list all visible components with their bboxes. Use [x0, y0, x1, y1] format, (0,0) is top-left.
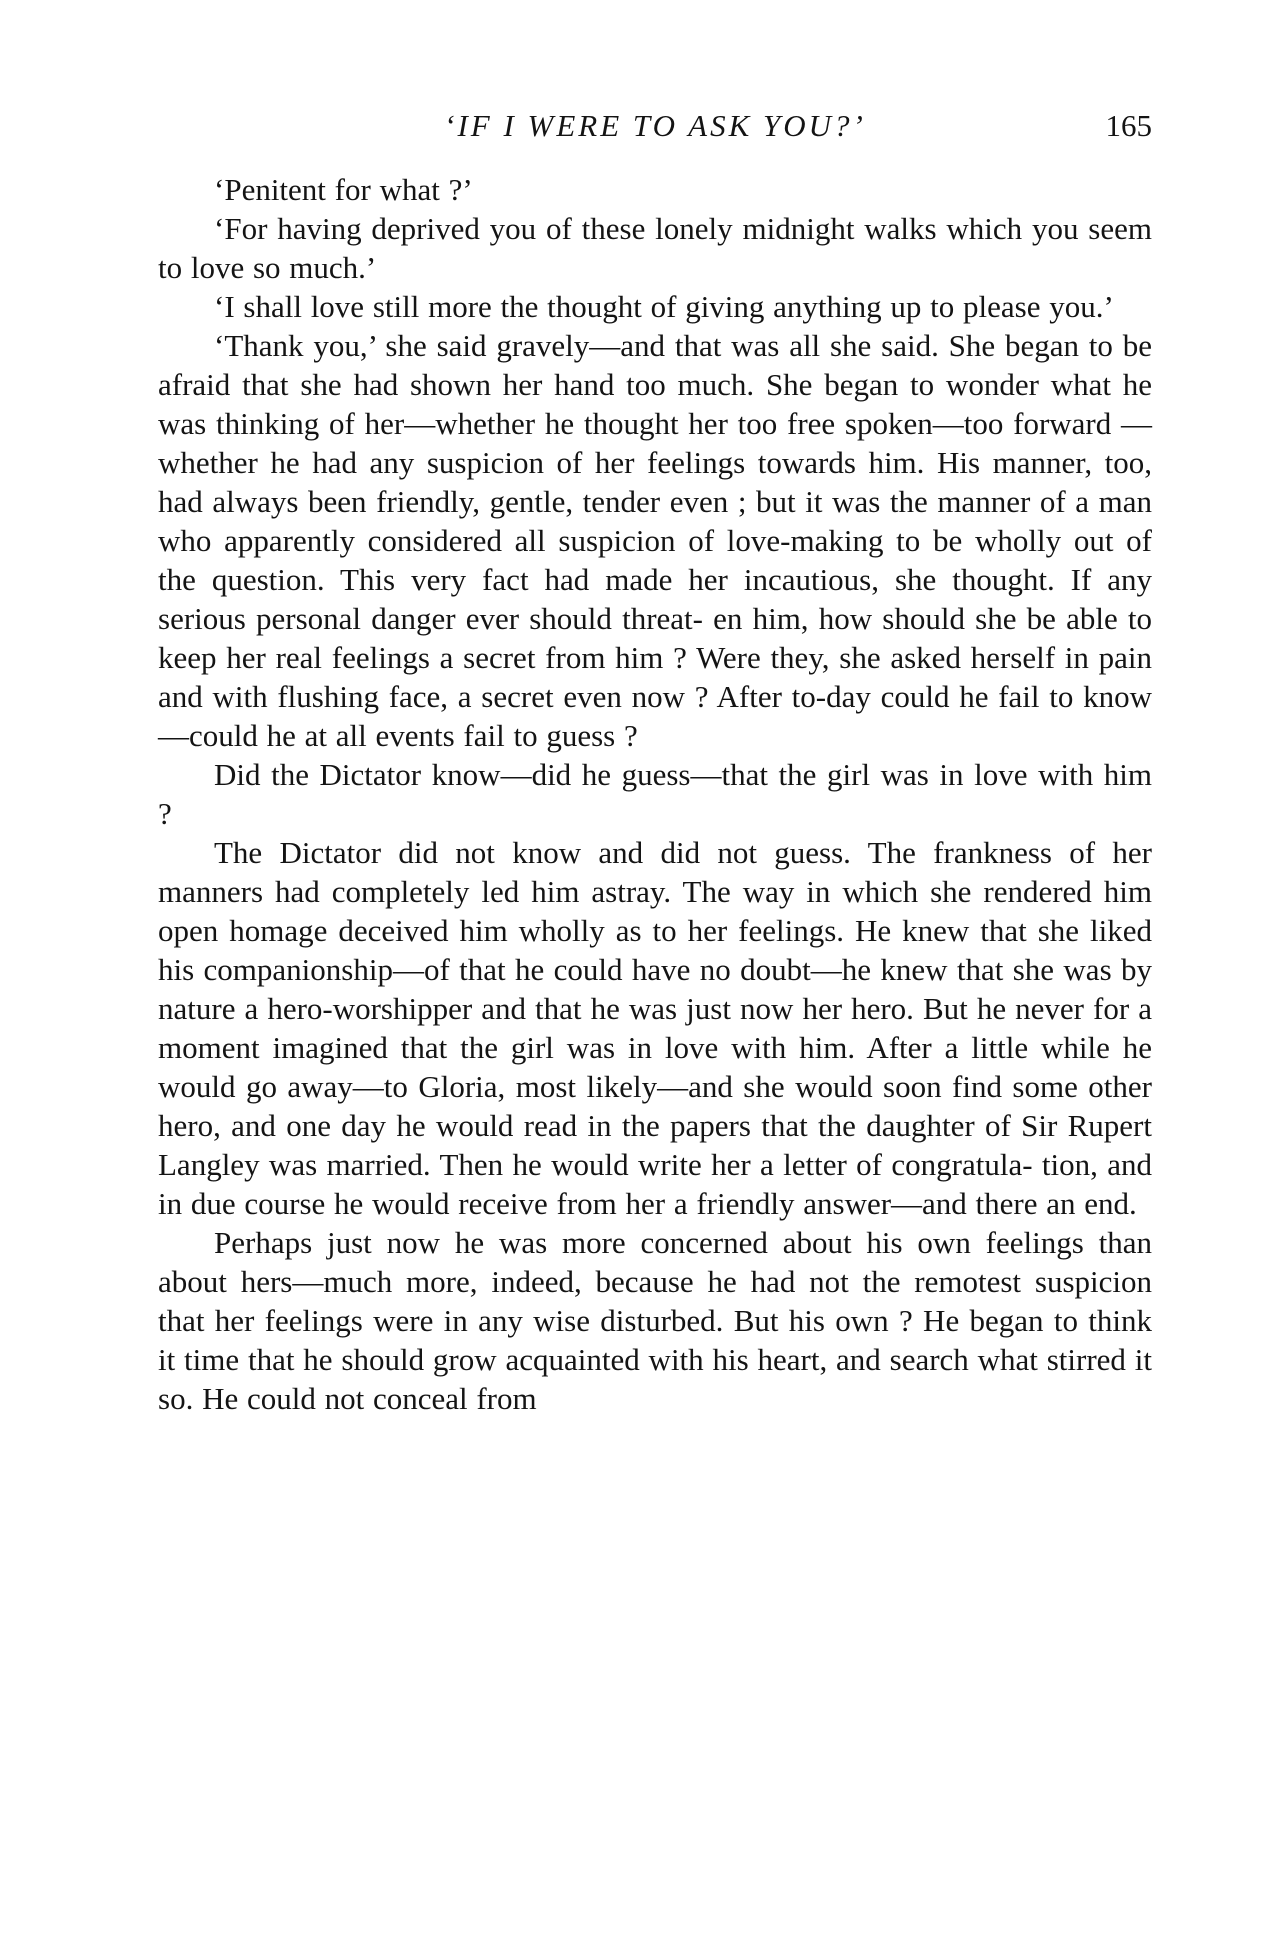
page-header	[158, 108, 1152, 158]
paragraph: ‘I shall love still more the thought of giving anything up to please you.’	[214, 289, 1114, 324]
paragraph: Did the Dictator know—did he guess—that the girl was in love with him ?	[158, 757, 1152, 831]
paragraph: ‘Thank you,’ she said gravely—and that was all she said. She began to be afraid that she had shown her hand too much. She began to wonder what he was thinking of her—whether he thought her too free spoken—too forward —whether he had any suspicion of her feelings towards him. His manner, too, had always been friendly, gentle, tender even ; but it was the manner of a man who apparently considered all suspicion of love-making to be wholly out of the question. This very fact had made her incautious, she thought. If any serious personal danger ever should threat- en him, how should she be able to keep her real feelings a secret from him ? Were they, she asked herself in pain and with flushing face, a secret even now ? After to-day could he fail to know—could he at all events fail to guess ?	[158, 328, 1152, 753]
page-number: 165	[1105, 108, 1152, 143]
paragraph: ‘For having deprived you of these lonely midnight walks which you seem to love so much.’	[158, 211, 1152, 285]
running-title: ‘IF I WERE TO ASK YOU?’	[444, 108, 866, 143]
paragraph: ‘Penitent for what ?’	[214, 172, 473, 207]
body-text	[158, 170, 1152, 1418]
paragraph: Perhaps just now he was more concerned about his own feelings than about hers—much more, indeed, because he had not the remotest suspicion that her feelings were in any wise disturbed. But his own ? He began to think it time that he should grow acquainted with his heart, and search what stirred it so. He could not conceal from	[158, 1225, 1152, 1416]
paragraph: The Dictator did not know and did not guess. The frankness of her manners had completely led him astray. The way in which she rendered him open homage deceived him wholly as to her feelings. He knew that she liked his companionship—of that he could have no doubt—he knew that she was by nature a hero-worshipper and that he was just now her hero. But he never for a moment imagined that the girl was in love with him. After a little while he would go away—to Gloria, most likely—and she would soon find some other hero, and one day he would read in the papers that the daughter of Sir Rupert Langley was married. Then he would write her a letter of congratula- tion, and in due course he would receive from her a friendly answer—and there an end.	[158, 835, 1152, 1221]
